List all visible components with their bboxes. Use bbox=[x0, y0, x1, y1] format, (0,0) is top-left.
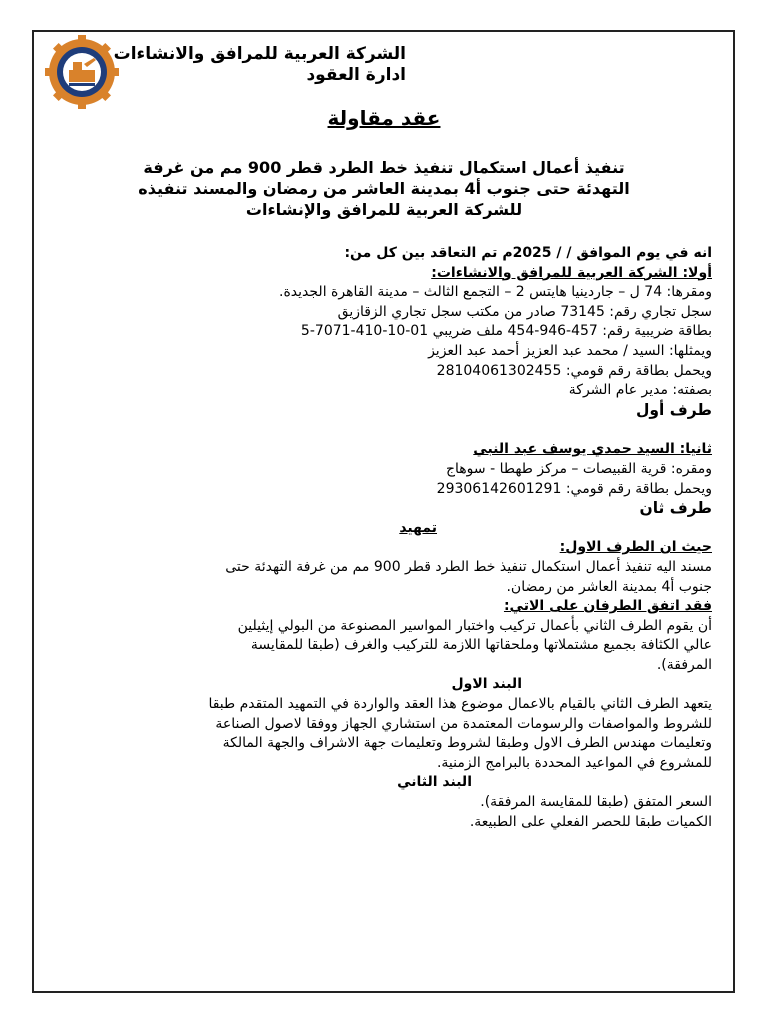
contract-body bbox=[50, 244, 712, 832]
second-party-line: ويحمل بطاقة رقم قومي: 29306142601291 bbox=[436, 480, 712, 497]
first-party-heading: أولا: الشركة العربية للمرافق والانشاءات: bbox=[431, 264, 712, 281]
first-party-line: ومقرها: 74 ل – جاردينيا هايتس 2 – التجمع الثالث – مدينة القاهرة الجديدة. bbox=[279, 284, 712, 301]
first-party-line: ويمثلها: السيد / محمد عبد العزيز أحمد عبد العزيز bbox=[428, 342, 712, 359]
intro-line: انه في يوم الموافق / / 2025م تم التعاقد بين كل من: bbox=[344, 245, 712, 261]
agreed-line: عالي الكثافة بجميع مشتملاتها وملحقاتها اللازمة للتركيب والغرف (طبقا للمقايسة bbox=[250, 637, 712, 654]
company-logo-icon bbox=[44, 34, 120, 110]
whereas-heading: حيث ان الطرف الاول: bbox=[559, 539, 712, 556]
whereas-line: مسند اليه تنفيذ أعمال استكمال تنفيذ خط الطرد قطر 900 مم من غرفة التهدئة حتى bbox=[225, 558, 712, 575]
contract-subject bbox=[60, 157, 708, 220]
second-party-label: طرف ثان bbox=[639, 499, 712, 518]
clause-one-line: وتعليمات مهندس الطرف الاول وطبقا لشروط وتعليمات جهة الاشراف والجهة المالكة bbox=[222, 735, 712, 752]
agreed-line: أن يقوم الطرف الثاني بأعمال تركيب واختبار المواسير المصنوعة من البولي إيثيلين bbox=[237, 617, 712, 634]
first-party-line: بصفته: مدير عام الشركة bbox=[568, 382, 712, 399]
subject-line: تنفيذ أعمال استكمال تنفيذ خط الطرد قطر 900 مم من غرفة bbox=[143, 158, 625, 177]
clause-two-title: البند الثاني bbox=[397, 774, 472, 791]
clause-two-line: الكميات طبقا للحصر الفعلي على الطبيعة. bbox=[469, 813, 712, 830]
first-party-line: ويحمل بطاقة رقم قومي: 28104061302455 bbox=[436, 362, 712, 379]
agreed-heading: فقد اتفق الطرفان على الاتي: bbox=[503, 598, 712, 615]
first-party-line: سجل تجاري رقم: 73145 صادر من مكتب سجل تجاري الزقازيق bbox=[337, 303, 712, 320]
whereas-line: جنوب أ4 بمدينة العاشر من رمضان. bbox=[506, 578, 712, 595]
second-party-line: ومقره: قرية القبيصات – مركز طهطا - سوهاج bbox=[445, 460, 712, 477]
clause-two-line: السعر المتفق (طبقا للمقايسة المرفقة). bbox=[480, 794, 712, 811]
second-party-heading: ثانيا: السيد حمدي يوسف عبد النبي bbox=[473, 441, 712, 458]
department-name: ادارة العقود bbox=[306, 65, 406, 85]
company-header bbox=[114, 44, 406, 86]
subject-line: للشركة العربية للمرافق والإنشاءات bbox=[245, 200, 523, 219]
agreed-line: المرفقة). bbox=[656, 656, 712, 673]
subject-line: التهدئة حتى جنوب أ4 بمدينة العاشر من رمضان والمسند تنفيذه bbox=[138, 179, 630, 198]
preamble-title: تمهيد bbox=[399, 519, 437, 536]
clause-one-title: البند الاول bbox=[451, 676, 522, 693]
document-title: عقد مقاولة bbox=[327, 106, 441, 130]
clause-one-line: للمشروع في المواعيد المحددة بالبرامج الزمنية. bbox=[436, 754, 712, 771]
clause-one-line: للشروط والمواصفات والرسومات المعتمدة من استشاري الجهاز ووفقا لاصول الصناعة bbox=[215, 715, 712, 732]
first-party-line: بطاقة ضريبية رقم: 457-946-454 ملف ضريبي 01-10-410-7071-5 bbox=[300, 323, 712, 340]
clause-one-line: يتعهد الطرف الثاني بالقيام بالاعمال موضوع هذا العقد والواردة في التمهيد المتقدم طبقا bbox=[208, 696, 712, 713]
company-name: الشركة العربية للمرافق والانشاءات bbox=[113, 44, 406, 64]
first-party-label: طرف أول bbox=[635, 400, 712, 419]
